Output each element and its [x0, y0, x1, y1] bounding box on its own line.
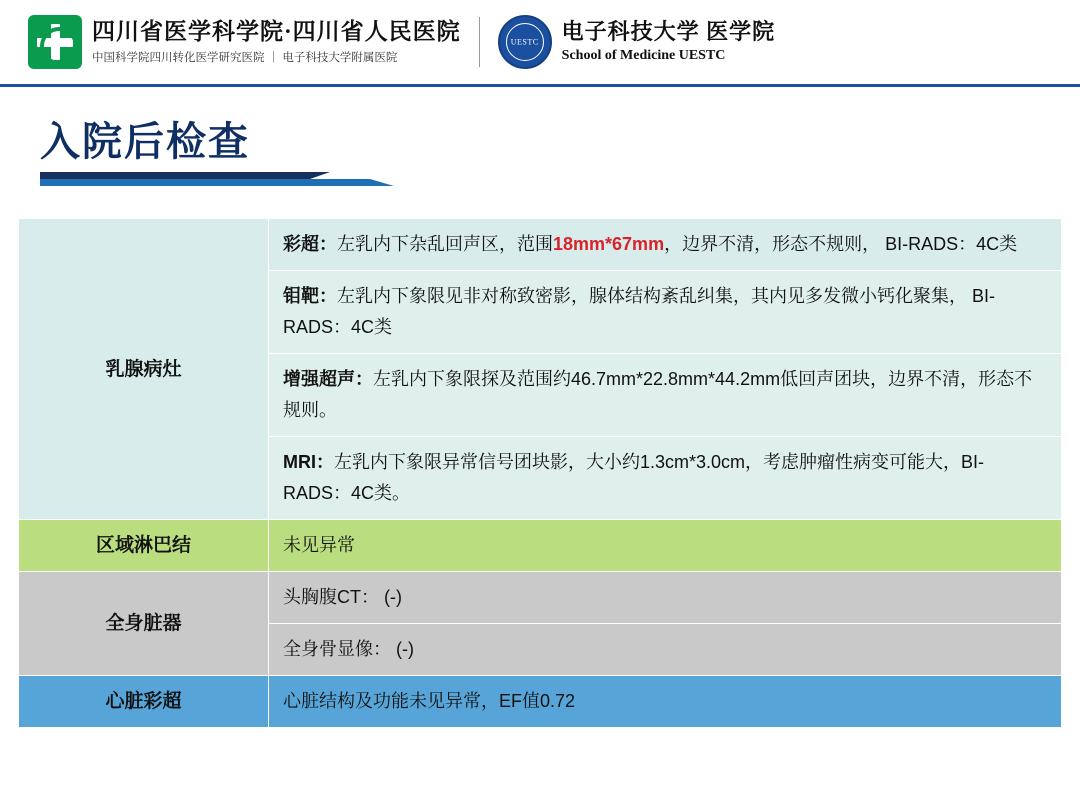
value-text-before: 左乳内下象限见非对称致密影，腺体结构紊乱纠集，其内见多发微小钙化聚集， BI-RADS：4C类: [283, 286, 995, 337]
exam-table-body: [19, 219, 1062, 728]
value-lead: 彩超: [283, 234, 319, 254]
value-text-before: 左乳内下杂乱回声区，范围: [337, 234, 553, 254]
table-row: [19, 572, 1062, 624]
row-value-bone-scan: 全身骨显像： (-): [269, 624, 1062, 676]
value-lead: 增强超声: [283, 369, 355, 389]
value-highlight: 18mm*67mm: [553, 234, 665, 254]
value-sep: ：: [355, 369, 373, 389]
value-sep: ：: [316, 452, 334, 472]
hospital-title: 四川省医学科学院·四川省人民医院: [92, 18, 461, 44]
page-title: 入院后检查: [40, 120, 250, 164]
value-text-after: ，边界不清，形态不规则， BI-RADS：4C类: [664, 234, 1018, 254]
row-value-mammography: [269, 271, 1062, 354]
table-row: [19, 520, 1062, 572]
row-value-contrast-ultrasound: [269, 354, 1062, 437]
value-lead: MRI: [283, 452, 316, 472]
hospital-subtitle: 中国科学院四川转化医学研究医院 ｜ 电子科技大学附属医院: [92, 51, 398, 64]
table-row: [19, 676, 1062, 728]
row-value-echocardiography: 心脏结构及功能未见异常，EF值0.72: [269, 676, 1062, 728]
table-row: [19, 219, 1062, 271]
value-lead: 钼靶: [283, 286, 319, 306]
slide-header: [0, 0, 1080, 84]
university-title: 电子科技大学 医学院: [561, 19, 776, 44]
row-value-ultrasound: [269, 219, 1062, 271]
university-seal-text: UESTC: [510, 37, 539, 47]
university-text: [562, 19, 776, 65]
value-text-before: 左乳内下象限异常信号团块影，大小约1.3cm*3.0cm，考虑肿瘤性病变可能大，BI-RADS：4C类。: [283, 452, 985, 503]
exam-findings-table: [18, 218, 1062, 728]
university-seal-icon: [498, 15, 552, 69]
row-value-ct: 头胸腹CT： (-): [269, 572, 1062, 624]
value-sep: ：: [319, 234, 337, 254]
hospital-cross-icon: [28, 15, 82, 69]
row-label-lymph-node: 区域淋巴结: [19, 520, 269, 572]
title-underline: [40, 172, 420, 186]
university-subtitle: School of Medicine UESTC: [561, 48, 726, 63]
hospital-logo-block: [28, 15, 461, 69]
row-label-systemic-organs: 全身脏器: [19, 572, 269, 676]
header-rule: [0, 84, 1080, 87]
row-label-lesion: 乳腺病灶: [19, 219, 269, 520]
value-sep: ：: [319, 286, 337, 306]
row-value-lymph-node: 未见异常: [269, 520, 1062, 572]
university-logo-block: [498, 15, 776, 69]
row-value-mri: [269, 437, 1062, 520]
value-text-before: 左乳内下象限探及范围约46.7mm*22.8mm*44.2mm低回声团块，边界不清，形态不规则。: [283, 369, 1033, 420]
hospital-text: [92, 18, 461, 67]
header-divider: [479, 17, 480, 67]
row-label-echocardiography: 心脏彩超: [19, 676, 269, 728]
